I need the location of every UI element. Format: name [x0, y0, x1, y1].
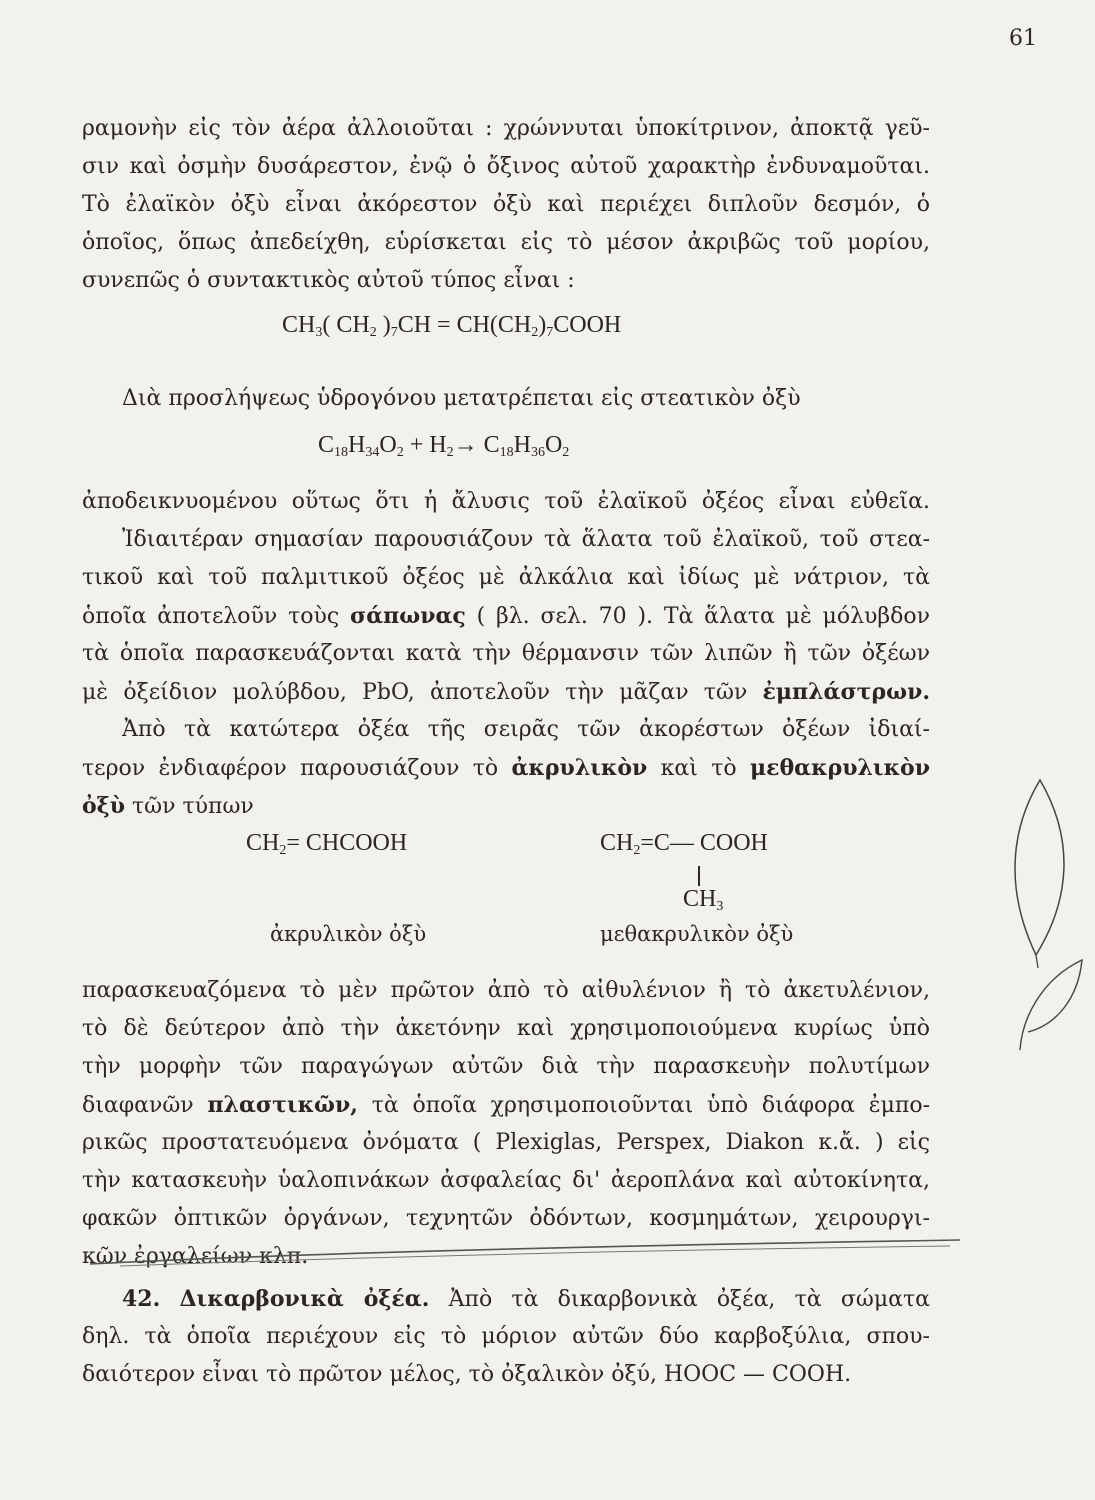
text-line: ὁποῖος, ὅπως ἀπεδείχθη, εὑρίσκεται εἰς τὸ μέσον ἀκριβῶς τοῦ μορίου,: [82, 230, 930, 255]
term-soaps: σάπωνας: [350, 603, 466, 629]
text-line-plasters: μὲ ὀξείδιον μολύβδου, PbO, ἀποτελοῦν τὴν μᾶζαν τῶν ἐμπλάστρων.: [82, 679, 930, 705]
formula-acrylic-acid: $CH_2=$ CHCOOH: [246, 830, 408, 858]
term-methacrylic: μεθακρυλικὸν: [750, 755, 930, 781]
small-leaf-sketch-icon: [1010, 940, 1090, 1060]
text-line: συνεπῶς ὁ συντακτικὸς αὐτοῦ τύπος εἶναι :: [82, 268, 575, 293]
formula-methyl-branch: $CH_3$: [683, 886, 724, 914]
hydrogenation-line: [122, 380, 930, 418]
text-line: ραμονὴν εἰς τὸν ἀέρα ἀλλοιοῦται : χρώννυται ὑποκίτρινον, ἀποκτᾷ γεῦ-: [82, 116, 930, 141]
paragraph-plastics: [82, 972, 930, 1276]
text-line: τὴν κατασκευὴν ὑαλοπινάκων ἀσφαλείας δι' ἀεροπλάνα καὶ αὐτοκίνητα,: [82, 1168, 930, 1193]
term-acrylic: ἀκρυλικὸν: [511, 755, 648, 781]
label-acrylic-acid: ἀκρυλικὸν ὀξὺ: [270, 922, 427, 946]
text-line: ἀποδεικνυομένου οὕτως ὅτι ἡ ἄλυσις τοῦ ἐλαϊκοῦ ὀξέος εἶναι εὐθεῖα.: [82, 489, 930, 514]
text-line: Ἀπὸ τὰ κατώτερα ὀξέα τῆς σειρᾶς τῶν ἀκορέστων ὀξέων ἰδιαί-: [122, 717, 930, 742]
term-plastics: πλαστικῶν,: [207, 1092, 358, 1118]
formula-hydrogenation: $C_{18}H_{34}O_2 + H_2\to C_{18}H_{36}O_2$: [318, 432, 570, 460]
term-plasters: ἐμπλάστρων.: [762, 679, 930, 705]
text-line-types: ὀξὺ τῶν τύπων: [82, 793, 254, 819]
text-line: τικοῦ καὶ τοῦ παλμιτικοῦ ὀξέος μὲ ἀλκάλια καὶ ἰδίως μὲ νάτριον, τὰ: [82, 565, 930, 590]
label-methacrylic-acid: μεθακρυλικὸν ὀξὺ: [600, 922, 794, 946]
section-title: Δικαρβονικὰ ὀξέα.: [179, 1286, 430, 1312]
text-line: δηλ. τὰ ὁποῖα περιέχουν εἰς τὸ μόριον αὐτῶν δύο καρβοξύλια, σπου-: [82, 1324, 930, 1349]
text-line: δαιότερον εἶναι τὸ πρῶτον μέλος, τὸ ὀξαλικὸν ὀξύ, HOOC — COOH.: [82, 1362, 852, 1387]
formula-methacrylic-acid: $CH_2=C—$ COOH: [600, 830, 768, 858]
section-42: [82, 1280, 930, 1394]
section-number: 42.: [122, 1286, 161, 1312]
text-line-plastics: διαφανῶν πλαστικῶν, τὰ ὁποῖα χρησιμοποιοῦνται ὑπὸ διάφορα ἐμπο-: [82, 1092, 931, 1118]
text-line-soaps: ὁποῖα ἀποτελοῦν τοὺς σάπωνας ( βλ. σελ. 70 ). Τὰ ἅλατα μὲ μόλυβδον: [82, 603, 930, 629]
term-acid: ὀξὺ: [82, 793, 125, 819]
text-line: τὰ ὁποῖα παρασκευάζονται κατὰ τὴν θέρμανσιν τῶν λιπῶν ἢ τῶν ὀξέων: [82, 641, 930, 666]
text-line: τὴν μορφὴν τῶν παραγώγων αὐτῶν διὰ τὴν παρασκευὴν πολυτίμων: [82, 1054, 930, 1079]
text-line: Τὸ ἐλαϊκὸν ὀξὺ εἶναι ἀκόρεστον ὀξὺ καὶ περιέχει διπλοῦν δεσμόν, ὁ: [82, 192, 930, 217]
text-line: τὸ δὲ δεύτερον ἀπὸ τὴν ἀκετόνην καὶ χρησιμοποιούμενα κυρίως ὑπὸ: [82, 1016, 930, 1041]
text-line: φακῶν ὀπτικῶν ὀργάνων, τεχνητῶν ὀδόντων, κοσμημάτων, χειρουργι-: [82, 1206, 930, 1231]
text-line: Ἰδιαιτέραν σημασίαν παρουσιάζουν τὰ ἅλατα τοῦ ἐλαϊκοῦ, τοῦ στεα-: [122, 527, 930, 552]
text-line-acrylic: τερον ἐνδιαφέρον παρουσιάζουν τὸ ἀκρυλικὸν καὶ τὸ μεθακρυλικὸν: [82, 755, 930, 781]
formula-oleic-acid: $CH_3$( $CH_2$ )$_7CH$ = $CH(CH_2)_7COOH$: [282, 312, 622, 340]
text-line: Διὰ προσλήψεως ὑδρογόνου μετατρέπεται εἰς στεατικὸν ὀξὺ: [122, 386, 801, 411]
text-line: κῶν ἐργαλείων κλπ.: [82, 1244, 309, 1269]
methyl-bond: [698, 866, 700, 886]
text-line: παρασκευαζόμενα τὸ μὲν πρῶτον ἀπὸ τὸ αἰθυλένιον ἢ τὸ ἀκετυλένιον,: [82, 978, 930, 1003]
text-line: ρικῶς προστατευόμενα ὀνόματα ( Plexiglas, Perspex, Diakon κ.ἄ. ) εἰς: [82, 1130, 930, 1155]
page-number: 61: [1009, 26, 1037, 51]
paragraph-salts: [82, 483, 930, 825]
section-heading: 42. Δικαρβονικὰ ὀξέα. Ἀπὸ τὰ δικαρβονικὰ ὀξέα, τὰ σώματα: [122, 1286, 930, 1312]
pencil-underline: [80, 1236, 980, 1276]
paragraph-oleic: [82, 110, 930, 300]
text-line: σιν καὶ ὀσμὴν δυσάρεστον, ἐνῷ ὁ ὄξινος αὐτοῦ χαρακτὴρ ἐνδυναμοῦται.: [82, 154, 930, 179]
